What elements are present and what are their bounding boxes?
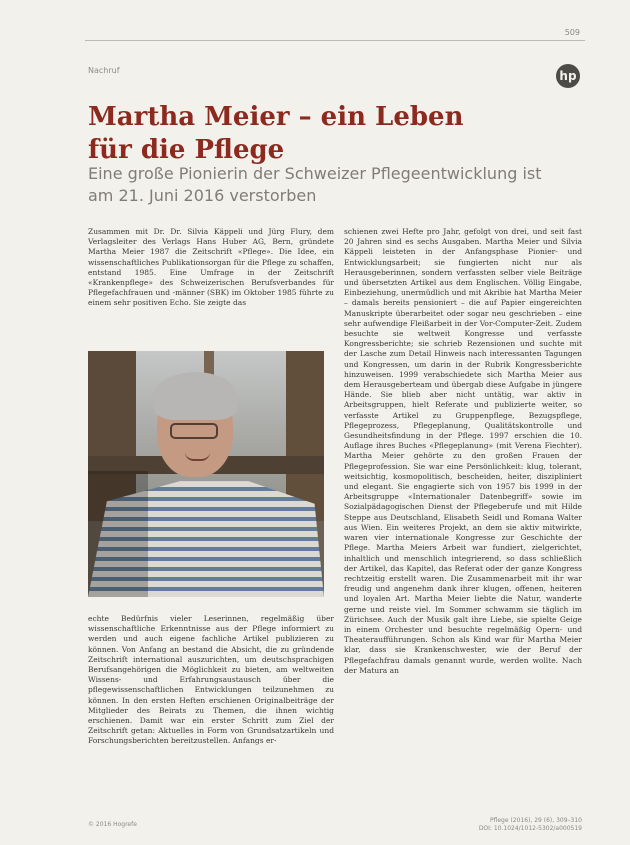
paragraph-left-bottom: echte Bedürfnis vieler Leserinnen, regelmäßig über wissenschaftliche Erkenntnisse aus der Pflege informiert zu werden und auch eigene fachliche Artikel publizieren zu können. Von Anfang an bestand die Absicht, die zu gründende Zeitschrift international auszurichten, um deutschsprachigen Berufsangehörigen die Möglichkeit zu bieten, am weltweiten Wissens- und Erfahrungsaustausch über die pflegewissenschaftlichen Entwicklungen teilzunehmen zu können. In den ersten Heften erschienen Originalbeiträge der Mitglieder des Beirats zu Themen, die ihnen wichtig erschienen. Damit war ein erster Schritt zum Ziel der Zeitschrift getan: Aktuelles in Form von Grundsatzartikeln und Forschungsberichten bereitzustellen. Anfangs er- [88,614,334,746]
window-frame-right [286,351,324,521]
citation-line: Pflege (2016), 29 (6), 309–310 [489,817,582,824]
top-rule [85,40,585,41]
footer-copyright: © 2016 Hogrefe [88,821,137,828]
article-title: Martha Meier – ein Leben für die Pflege [88,102,464,166]
publisher-logo: hp [556,64,580,88]
body-left-bottom [88,614,334,826]
footer-citation [464,817,582,833]
article-subtitle: Eine große Pionierin der Schweizer Pflegeentwicklung ist am 21. Juni 2016 verstorben [88,164,542,205]
portrait-glasses [170,423,218,439]
photo-shadow [88,471,148,597]
page-number: 509 [564,28,580,37]
body-left-top [88,227,334,345]
section-label: Nachruf [88,66,120,75]
paragraph-right: schienen zwei Hefte pro Jahr, gefolgt von drei, und seit fast 20 Jahren sind es sechs Ausgaben. Martha Meier und Silvia Käppeli leisteten in der Anfangsphase Pionier- und Entwicklungsarbeit; sie fungierten nicht nur als Herausgeberinnen, sondern verfassten selber viele Beiträge und übersetzten Artikel aus dem Englischen. Völlig Eingabe, Einbeziehung, unermüdlich und mit Akribie hat Martha Meier – damals bereits pensioniert – die auf Papier eingereichten Manuskripte überarbeitet oder sogar neu geschrieben – eine sehr aufwendige Fleißarbeit in der Vor-Computer-Zeit. Zudem besuchte sie weltweit Kongresse und verfasste Kongressberichte; sie schrieb Rezensionen und suchte mit der Lasche zum Detail Hinweis nach interessanten Tagungen und Kongressen, um darin in der Rubrik Kongressberichte hinzuweisen. 1999 verabschiedete sich Martha Meier aus dem Herausgeberteam und übergab diese Aufgabe in jüngere Hände. Sie blieb aber nicht untätig, war aktiv in Arbeitsgruppen, hielt Referate und publizierte weiter, so verfasste Artikel zu Gruppenpflege, Bezugspflege, Pflegeprozess, Pflegeplanung, Qualitätskontrolle und Gesundheitsfindung in der Pflege. 1997 erschien die 10. Auflage ihres Buches «Pflegeplanung» (mit Verena Fiechter). Martha Meier gehörte zu den großen Frauen der Pflegeprofession. Sie war eine Persönlichkeit: klug, tolerant, weitsichtig, kosmopolitisch, bescheiden, heiter, diszipliniert und elegant. Sie engagierte sich von 1957 bis 1999 in der Arbeitsgruppe «Internationaler Datenbegriff» sowie im Sozialpädagogischen Dienst der Pflegeberufe und mit Hilde Steppe aus Deutschland, Elisabeth Seidl und Romana Walter aus Wien. Ein weiteres Projekt, an dem sie aktiv mitwirkte, waren vier internationale Kongresse zur Geschichte der Pflege. Martha Meiers Arbeit war fundiert, zielgerichtet, inhaltlich und menschlich integrierend, so dass schließlich der Artikel, das Kapitel, das Referat oder der ganze Kongress rechtzeitig erstellt waren. Die Zusammenarbeit mit ihr war freudig und angenehm dank ihrer klugen, offenen, heiteren und loyalen Art. Martha Meier liebte die Natur, wanderte gerne und reiste viel. Im Sommer schwamm sie täglich im Zürichsee. Auch der Musik galt ihre Liebe, sie spielte Geige in einem Orchester und besuchte regelmäßig Opern- und Theateraufführungen. Schon als Kind war für Martha Meier klar, dass sie Krankenschwester, wie der Beruf der Pflegefachfrau damals genannt wurde, werden wollte. Nach der Matura an [344,227,582,675]
doi-line: DOI: 10.1024/1012-5302/a000519 [478,825,582,832]
paragraph-left-top: Zusammen mit Dr. Dr. Silvia Käppeli und Jürg Flury, dem Verlagsleiter des Verlags Hans Huber AG, Bern, gründete Martha Meier 1987 die Zeitschrift «Pflege». Die Idee, ein wissenschaftliches Publikationsorgan für die Pflege zu schaffen, entstand 1985. Eine Umfrage in der Zeitschrift «Krankenpflege» des Schweizerischen Berufsverbandes für Pflegefachfrauen und -männer (SBK) im Oktober 1985 führte zu einem sehr positiven Echo. Sie zeigte das [88,227,334,308]
portrait-hair [154,372,237,420]
portrait-photo [88,351,324,597]
body-right [344,227,582,826]
